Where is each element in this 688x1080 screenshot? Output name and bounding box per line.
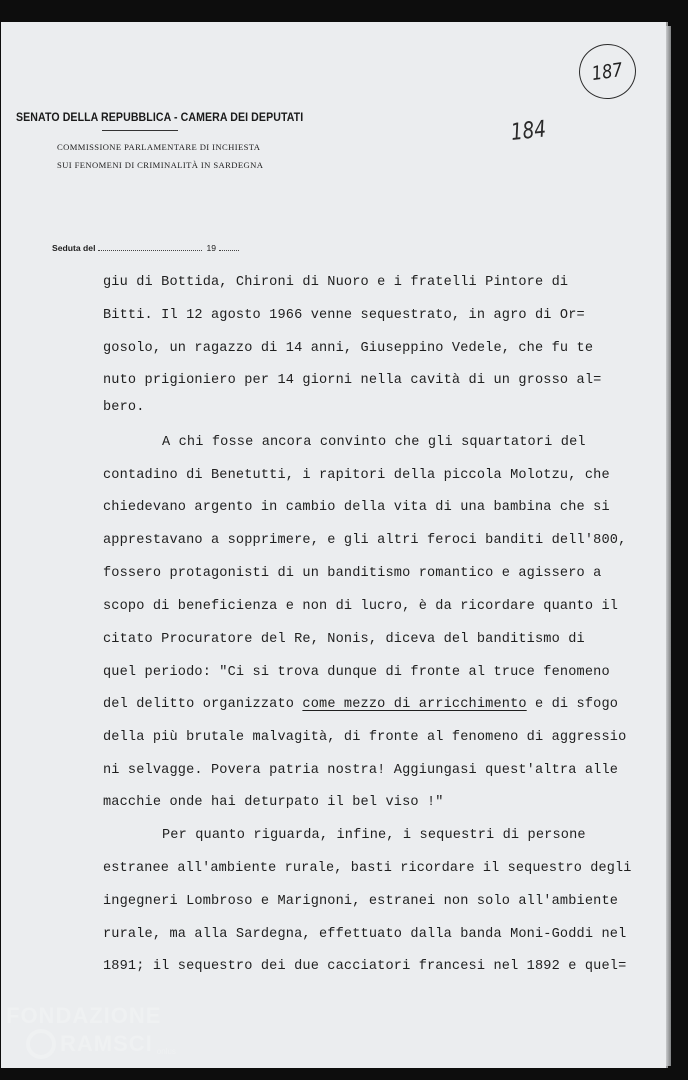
page-edge (666, 26, 671, 1066)
body-line: 1891; il sequestro dei due cacciatori francesi nel 1892 e quel= (103, 959, 627, 974)
body-line: fossero protagonisti di un banditismo romantico e agissero a (103, 566, 602, 581)
body-line: contadino di Benetutti, i rapitori della piccola Molotzu, che (103, 468, 610, 483)
body-line: rurale, ma alla Sardegna, effettuato dalla banda Moni-Goddi nel (103, 927, 627, 942)
handwritten-page-number: 184 (509, 116, 548, 146)
watermark-line-2: RAMSCI (60, 1031, 153, 1056)
commission-line-1: COMMISSIONE PARLAMENTARE DI INCHIESTA (57, 142, 261, 152)
letterhead-title: SENATO DELLA REPUBBLICA - CAMERA DEI DEPUTATI (16, 112, 304, 124)
seduta-year-blank (219, 243, 239, 251)
seduta-year-prefix: 19 (206, 243, 217, 253)
watermark-row (26, 1029, 176, 1059)
body-line: macchie onde hai deturpato il bel viso !" (103, 795, 444, 810)
commission-line-2: SUI FENOMENI DI CRIMINALITÀ IN SARDEGNA (57, 160, 264, 170)
body-line: nuto prigioniero per 14 giorni nella cavità di un grosso al= (103, 373, 602, 388)
body-line: Bitti. Il 12 agosto 1966 venne sequestrato, in agro di Or= (103, 308, 585, 323)
seduta-field (52, 243, 239, 253)
body-line: Per quanto riguarda, infine, i sequestri di persone (162, 828, 586, 843)
letterhead-rule (102, 130, 178, 131)
body-line: chiedevano argento in cambio della vita di una bambina che si (103, 500, 610, 515)
body-line-tail: e di sfogo (526, 697, 619, 712)
seduta-label: Seduta del (52, 243, 96, 253)
body-line: bero. (103, 400, 145, 415)
body-line: giu di Bottida, Chironi di Nuoro e i fratelli Pintore di (103, 275, 569, 290)
body-line: estranee all'ambiente rurale, basti ricordare il sequestro degli (103, 861, 632, 876)
foundation-watermark (6, 1003, 176, 1059)
underlined-phrase: come mezzo di arricchimento (302, 697, 527, 712)
body-line-start: del delitto organizzato (103, 697, 303, 712)
g-logo-icon (26, 1029, 56, 1059)
body-line: citato Procuratore del Re, Nonis, diceva del banditismo di (103, 632, 585, 647)
body-line: della più brutale malvagità, di fronte al fenomeno di aggressio (103, 730, 627, 745)
body-line: apprestavano a sopprimere, e gli altri feroci banditi dell'800, (103, 533, 627, 548)
watermark-line-1: FONDAZIONE (6, 1003, 162, 1028)
stamp-number: 187 (590, 58, 625, 85)
body-line: A chi fosse ancora convinto che gli squartatori del (162, 435, 586, 450)
seduta-date-blank (98, 243, 202, 251)
body-line: gosolo, un ragazzo di 14 anni, Giuseppino Vedele, che fu te (103, 341, 594, 356)
body-line: quel periodo: "Ci si trova dunque di fronte al truce fenomeno (103, 665, 610, 680)
watermark-suffix: onlus (156, 1046, 176, 1056)
body-line: ni selvagge. Povera patria nostra! Aggiungasi quest'altra alle (103, 763, 619, 778)
body-line-with-underline (103, 697, 618, 712)
body-line: scopo di beneficienza e non di lucro, è da ricordare quanto il (103, 599, 619, 614)
body-line: ingegneri Lombroso e Marignoni, estranei non solo all'ambiente (103, 894, 619, 909)
